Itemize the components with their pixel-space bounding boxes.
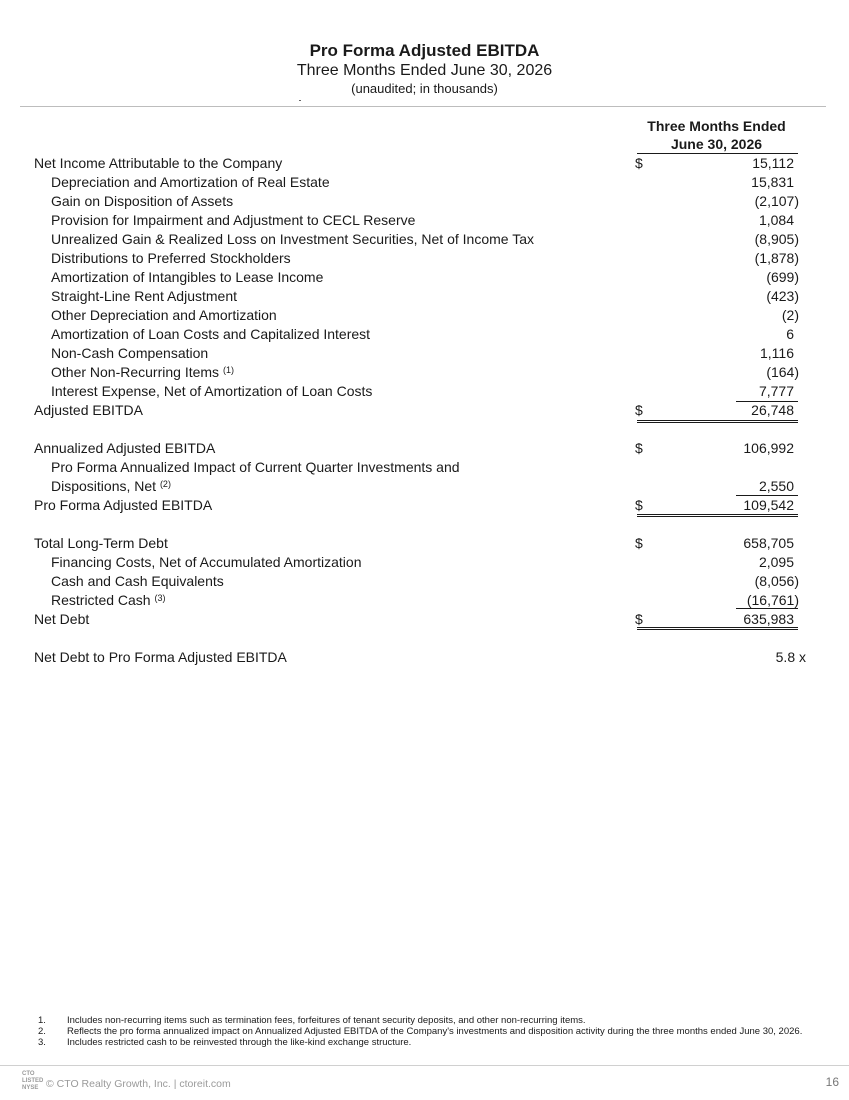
page-subtitle: Three Months Ended June 30, 2026 xyxy=(296,62,553,79)
row-label: Total Long-Term Debt xyxy=(34,535,168,551)
dollar-sign: $ xyxy=(635,402,643,418)
dollar-sign: $ xyxy=(635,155,643,171)
table-row-total xyxy=(0,401,849,420)
cto-logo: CTO LISTED NYSE xyxy=(22,1071,44,1091)
footnote xyxy=(38,1015,818,1026)
row-value: 106,992 xyxy=(743,440,794,456)
dollar-sign: $ xyxy=(635,611,643,627)
copyright-text: © CTO Realty Growth, Inc. | ctoreit.com xyxy=(46,1078,231,1090)
row-spacer xyxy=(0,515,849,534)
row-label: Net Debt to Pro Forma Adjusted EBITDA xyxy=(34,649,287,665)
row-value: 15,831 xyxy=(751,174,794,190)
table-row xyxy=(0,287,849,306)
stray-dot xyxy=(299,100,301,101)
subtotal-underline xyxy=(736,608,798,609)
row-value: 6 xyxy=(786,326,794,342)
row-spacer xyxy=(0,629,849,648)
table-row xyxy=(0,268,849,287)
page-header xyxy=(0,40,849,97)
table-row xyxy=(0,363,849,382)
footnote-number: 3. xyxy=(38,1037,46,1048)
total-double-underline-bottom xyxy=(637,422,798,423)
table-row xyxy=(0,553,849,572)
dollar-sign: $ xyxy=(635,497,643,513)
subtotal-underline xyxy=(736,401,798,402)
row-label: Interest Expense, Net of Amortization of Loan Costs xyxy=(51,383,373,399)
table-row xyxy=(0,173,849,192)
row-label: Non-Cash Compensation xyxy=(51,345,209,361)
total-double-underline-bottom xyxy=(637,629,798,630)
row-label-text: Pro Forma Annualized Impact of Current Quarter Investments and xyxy=(51,459,460,475)
total-double-underline-bottom xyxy=(637,516,798,517)
table-row xyxy=(0,154,849,173)
row-label: Gain on Disposition of Assets xyxy=(51,193,234,209)
column-header-line1: Three Months Ended xyxy=(647,118,786,134)
row-value: (2,107) xyxy=(754,193,799,209)
row-value: 5.8 x xyxy=(775,649,806,665)
table-row xyxy=(0,439,849,458)
row-label: Unrealized Gain & Realized Loss on Investment Securities, Net of Income Tax xyxy=(51,231,534,247)
table-row xyxy=(0,211,849,230)
row-value: (699) xyxy=(766,269,799,285)
dollar-sign: $ xyxy=(635,440,643,456)
footnote-number: 2. xyxy=(38,1026,46,1037)
row-label-text: Other Non-Recurring Items xyxy=(51,364,220,380)
row-label xyxy=(51,458,460,498)
row-value: 635,983 xyxy=(743,611,794,627)
row-label: Net Income Attributable to the Company xyxy=(34,155,283,171)
footnote-text: Includes non-recurring items such as termination fees, forfeitures of tenant security deposits, and other non-recurring items. xyxy=(67,1015,586,1026)
row-value: 109,542 xyxy=(743,497,794,513)
row-value: 2,095 xyxy=(758,554,794,570)
table-row-ratio xyxy=(0,648,849,667)
page-number: 16 xyxy=(825,1075,839,1089)
row-value: (164) xyxy=(766,364,799,380)
row-label-text-line2: Dispositions, Net xyxy=(51,478,157,494)
column-header-line2: June 30, 2026 xyxy=(670,136,763,152)
row-value: 1,084 xyxy=(758,212,794,228)
column-header xyxy=(630,117,803,153)
table-row xyxy=(0,534,849,553)
header-divider xyxy=(20,106,826,107)
footnote-ref: (2) xyxy=(159,479,171,489)
footnote xyxy=(38,1037,818,1048)
footnote-ref: (1) xyxy=(222,365,234,375)
row-label xyxy=(51,363,234,384)
table-row xyxy=(0,458,849,496)
row-label: Adjusted EBITDA xyxy=(34,402,143,418)
total-double-underline-top xyxy=(637,420,798,421)
row-label xyxy=(51,591,165,612)
page-title: Pro Forma Adjusted EBITDA xyxy=(309,41,540,60)
footnote-text: Includes restricted cash to be reinvested through the like-kind exchange structure. xyxy=(67,1037,412,1048)
row-value: (423) xyxy=(766,288,799,304)
table-row xyxy=(0,325,849,344)
total-double-underline-top xyxy=(637,514,798,515)
footnote-text: Reflects the pro forma annualized impact on Annualized Adjusted EBITDA of the Company's investments and disposition activity during the three months ended June 30, 2026. xyxy=(67,1026,803,1037)
row-value: 15,112 xyxy=(752,155,794,171)
footnote-number: 1. xyxy=(38,1015,46,1026)
row-label: Financing Costs, Net of Accumulated Amortization xyxy=(51,554,362,570)
footnote-ref: (3) xyxy=(154,593,166,603)
row-label: Other Depreciation and Amortization xyxy=(51,307,277,323)
row-label: Cash and Cash Equivalents xyxy=(51,573,224,589)
table-row xyxy=(0,306,849,325)
page-note: (unaudited; in thousands) xyxy=(351,81,498,96)
row-value: 1,116 xyxy=(760,345,794,361)
row-label: Provision for Impairment and Adjustment to CECL Reserve xyxy=(51,212,416,228)
row-value: (16,761) xyxy=(746,592,799,608)
footnote xyxy=(38,1026,818,1037)
row-value: 7,777 xyxy=(758,383,794,399)
subtotal-underline xyxy=(736,495,798,496)
table-row xyxy=(0,249,849,268)
row-label: Amortization of Loan Costs and Capitalized Interest xyxy=(51,326,371,342)
row-label: Distributions to Preferred Stockholders xyxy=(51,250,291,266)
row-value: (2) xyxy=(781,307,799,323)
dollar-sign: $ xyxy=(635,535,643,551)
row-value: (8,905) xyxy=(754,231,799,247)
table-row xyxy=(0,344,849,363)
footnotes xyxy=(38,1015,818,1048)
table-row xyxy=(0,192,849,211)
row-label: Straight-Line Rent Adjustment xyxy=(51,288,237,304)
row-value: (8,056) xyxy=(754,573,799,589)
table-row xyxy=(0,591,849,610)
total-double-underline-top xyxy=(637,627,798,628)
table-row xyxy=(0,572,849,591)
financial-table xyxy=(0,154,849,667)
row-value: 2,550 xyxy=(758,478,794,494)
row-label: Annualized Adjusted EBITDA xyxy=(34,440,216,456)
row-label: Depreciation and Amortization of Real Estate xyxy=(51,174,330,190)
row-label: Pro Forma Adjusted EBITDA xyxy=(34,497,213,513)
row-label: Amortization of Intangibles to Lease Income xyxy=(51,269,324,285)
table-row-total xyxy=(0,496,849,515)
row-label: Net Debt xyxy=(34,611,90,627)
table-row xyxy=(0,230,849,249)
footer-divider xyxy=(0,1065,849,1066)
table-row xyxy=(0,382,849,401)
row-value: 658,705 xyxy=(743,535,794,551)
row-label-text: Restricted Cash xyxy=(51,592,151,608)
row-value: (1,878) xyxy=(754,250,799,266)
row-value: 26,748 xyxy=(751,402,794,418)
